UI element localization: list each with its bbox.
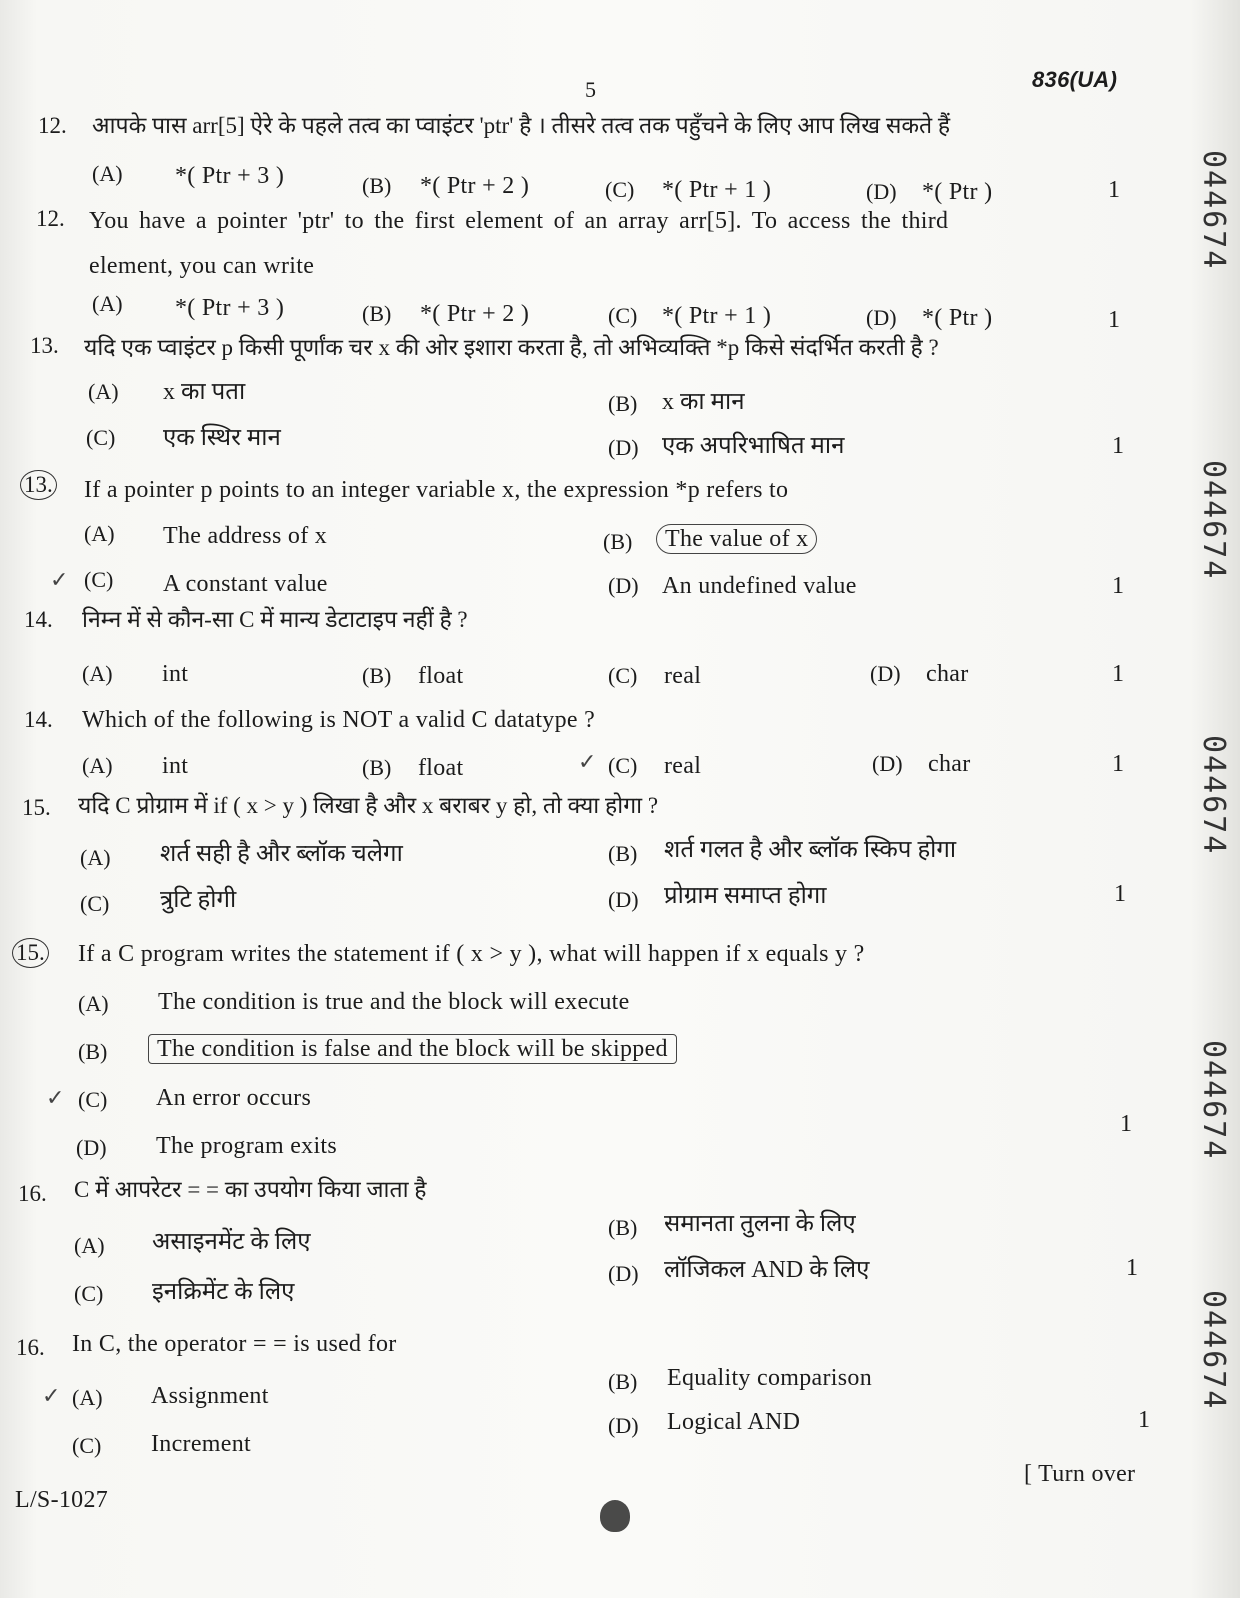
option-text: *( Ptr + 1 ) (662, 177, 772, 203)
option-text: शर्त गलत है और ब्लॉक स्किप होगा (664, 837, 957, 863)
question-number: 12. (38, 113, 67, 138)
question-number: 14. (24, 707, 53, 732)
option-label: (B) (608, 391, 638, 416)
option-text-circled: The value of x (656, 524, 817, 554)
option-label: (B) (362, 301, 392, 326)
option-label: (C) (608, 303, 638, 328)
option-text: *( Ptr ) (922, 305, 993, 331)
option-label: (D) (76, 1135, 107, 1160)
option-label: (D) (872, 751, 903, 776)
option-label: (A) (92, 291, 123, 316)
question-number: 12. (36, 206, 65, 231)
question-number: 14. (24, 607, 53, 632)
option-label: (A) (82, 661, 113, 686)
question-text: यदि एक प्वाइंटर p किसी पूर्णांक चर x की ओर इशारा करता है, तो अभिव्यक्ति *p किसे संदर्भित करती है ? (84, 335, 939, 360)
option-label: (A) (74, 1233, 105, 1258)
option-label: (A) (72, 1385, 103, 1410)
question-text: निम्न में से कौन-सा C में मान्य डेटाटाइप नहीं है ? (82, 607, 468, 632)
option-label: (A) (88, 379, 119, 404)
serial-stamp: 044674 (1196, 1040, 1231, 1161)
question-text: आपके पास arr[5] ऐरे के पहले तत्व का प्वाइंटर 'ptr' है । तीसरे तत्व तक पहुँचने के लिए आप लिख सकते हैं (92, 113, 951, 138)
option-text: प्रोग्राम समाप्त होगा (664, 883, 827, 909)
question-text: Which of the following is NOT a valid C datatype ? (82, 707, 596, 733)
option-text: *( Ptr ) (922, 179, 993, 205)
option-text: int (162, 661, 189, 687)
option-label: (C) (605, 177, 635, 202)
option-label: (B) (603, 529, 633, 554)
option-text: Equality comparison (667, 1365, 872, 1391)
option-text: *( Ptr + 2 ) (420, 301, 530, 327)
option-text: real (664, 663, 702, 689)
marks: 1 (1112, 433, 1125, 459)
option-label: (B) (78, 1039, 108, 1064)
question-text: If a C program writes the statement if ( x > y ), what will happen if x equals y ? (78, 941, 865, 967)
option-text: char (928, 751, 971, 777)
option-label: (B) (362, 173, 392, 198)
turn-over: [ Turn over (1024, 1461, 1136, 1487)
option-text: An error occurs (156, 1085, 312, 1111)
question-text-line-2: element, you can write (89, 253, 315, 279)
paper-code: 836(UA) (1032, 67, 1118, 92)
tick-mark: ✓ (578, 750, 597, 775)
option-label: (A) (84, 521, 115, 546)
option-text: char (926, 661, 969, 687)
question-number: 16. (16, 1335, 45, 1360)
question-number: 15. (22, 795, 51, 820)
option-text: शर्त सही है और ब्लॉक चलेगा (160, 841, 403, 867)
question-text: You have a pointer 'ptr' to the first element of an array arr[5]. To access the third (89, 208, 949, 234)
option-label: (D) (608, 1413, 639, 1438)
option-text: त्रुटि होगी (160, 887, 237, 913)
option-text: Assignment (151, 1383, 269, 1409)
option-label: (C) (78, 1087, 108, 1112)
option-text: A constant value (163, 571, 328, 597)
option-text: *( Ptr + 3 ) (175, 295, 285, 321)
option-label: (B) (608, 1369, 638, 1394)
option-label: (D) (608, 435, 639, 460)
marks: 1 (1126, 1255, 1139, 1281)
option-text: एक अपरिभाषित मान (662, 433, 845, 459)
option-label: (A) (92, 161, 123, 186)
marks: 1 (1114, 881, 1127, 907)
option-label: (A) (78, 991, 109, 1016)
option-text: The condition is true and the block will execute (158, 989, 630, 1015)
option-label: (C) (84, 567, 114, 592)
serial-stamp: 044674 (1196, 1290, 1231, 1411)
question-text: If a pointer p points to an integer variable x, the expression *p refers to (84, 477, 789, 503)
option-label: (D) (866, 179, 897, 204)
option-text: float (418, 663, 464, 689)
option-label: (A) (80, 845, 111, 870)
marks: 1 (1138, 1407, 1151, 1433)
option-label: (C) (80, 891, 110, 916)
option-text: *( Ptr + 2 ) (420, 173, 530, 199)
option-label: (C) (608, 663, 638, 688)
marks: 1 (1112, 751, 1125, 777)
option-text: लॉजिकल AND के लिए (664, 1257, 870, 1283)
option-text: एक स्थिर मान (163, 425, 281, 451)
question-text: In C, the operator = = is used for (72, 1331, 397, 1357)
question-number-circled: 13. (20, 470, 57, 500)
marks: 1 (1112, 573, 1125, 599)
option-text: int (162, 753, 189, 779)
marks: 1 (1108, 307, 1121, 333)
tick-mark: ✓ (46, 1086, 65, 1111)
option-text: असाइनमेंट के लिए (152, 1229, 311, 1255)
serial-stamp: 044674 (1196, 735, 1231, 856)
option-text: x का पता (163, 379, 246, 405)
option-label: (B) (362, 755, 392, 780)
marks: 1 (1120, 1111, 1133, 1137)
option-text: x का मान (662, 389, 745, 415)
tick-mark: ✓ (42, 1384, 61, 1409)
option-text: The address of x (163, 523, 328, 549)
option-label: (D) (608, 1261, 639, 1286)
question-number: 16. (18, 1181, 47, 1206)
option-text: An undefined value (662, 573, 857, 599)
option-label: (B) (362, 663, 392, 688)
option-text: float (418, 755, 464, 781)
serial-stamp: 044674 (1196, 460, 1231, 581)
option-label: (B) (608, 841, 638, 866)
option-text: समानता तुलना के लिए (664, 1211, 856, 1237)
question-number: 13. (30, 333, 59, 358)
marks: 1 (1108, 177, 1121, 203)
option-text: इनक्रिमेंट के लिए (152, 1279, 295, 1305)
option-text-boxed: The condition is false and the block will be skipped (148, 1034, 677, 1064)
option-label: (C) (86, 425, 116, 450)
option-label: (D) (866, 305, 897, 330)
option-label: (C) (72, 1433, 102, 1458)
apple-logo-icon (600, 1500, 630, 1532)
serial-stamp: 044674 (1196, 150, 1231, 271)
option-text: Logical AND (667, 1409, 801, 1435)
question-number-circled: 15. (12, 938, 49, 968)
option-label: (D) (608, 887, 639, 912)
option-label: (D) (608, 573, 639, 598)
option-label: (B) (608, 1215, 638, 1240)
option-label: (C) (608, 753, 638, 778)
option-text: The program exits (156, 1133, 338, 1159)
marks: 1 (1112, 661, 1125, 687)
footer-code: L/S-1027 (15, 1487, 109, 1513)
option-text: Increment (151, 1431, 251, 1457)
option-label: (C) (74, 1281, 104, 1306)
tick-mark: ✓ (50, 568, 69, 593)
question-text: यदि C प्रोग्राम में if ( x > y ) लिखा है और x बराबर y हो, तो क्या होगा ? (78, 793, 659, 818)
page-number: 5 (585, 77, 597, 102)
option-text: real (664, 753, 702, 779)
option-text: *( Ptr + 1 ) (662, 303, 772, 329)
option-text: *( Ptr + 3 ) (175, 163, 285, 189)
option-label: (D) (870, 661, 901, 686)
question-text: C में आपरेटर = = का उपयोग किया जाता है (74, 1177, 427, 1202)
option-label: (A) (82, 753, 113, 778)
